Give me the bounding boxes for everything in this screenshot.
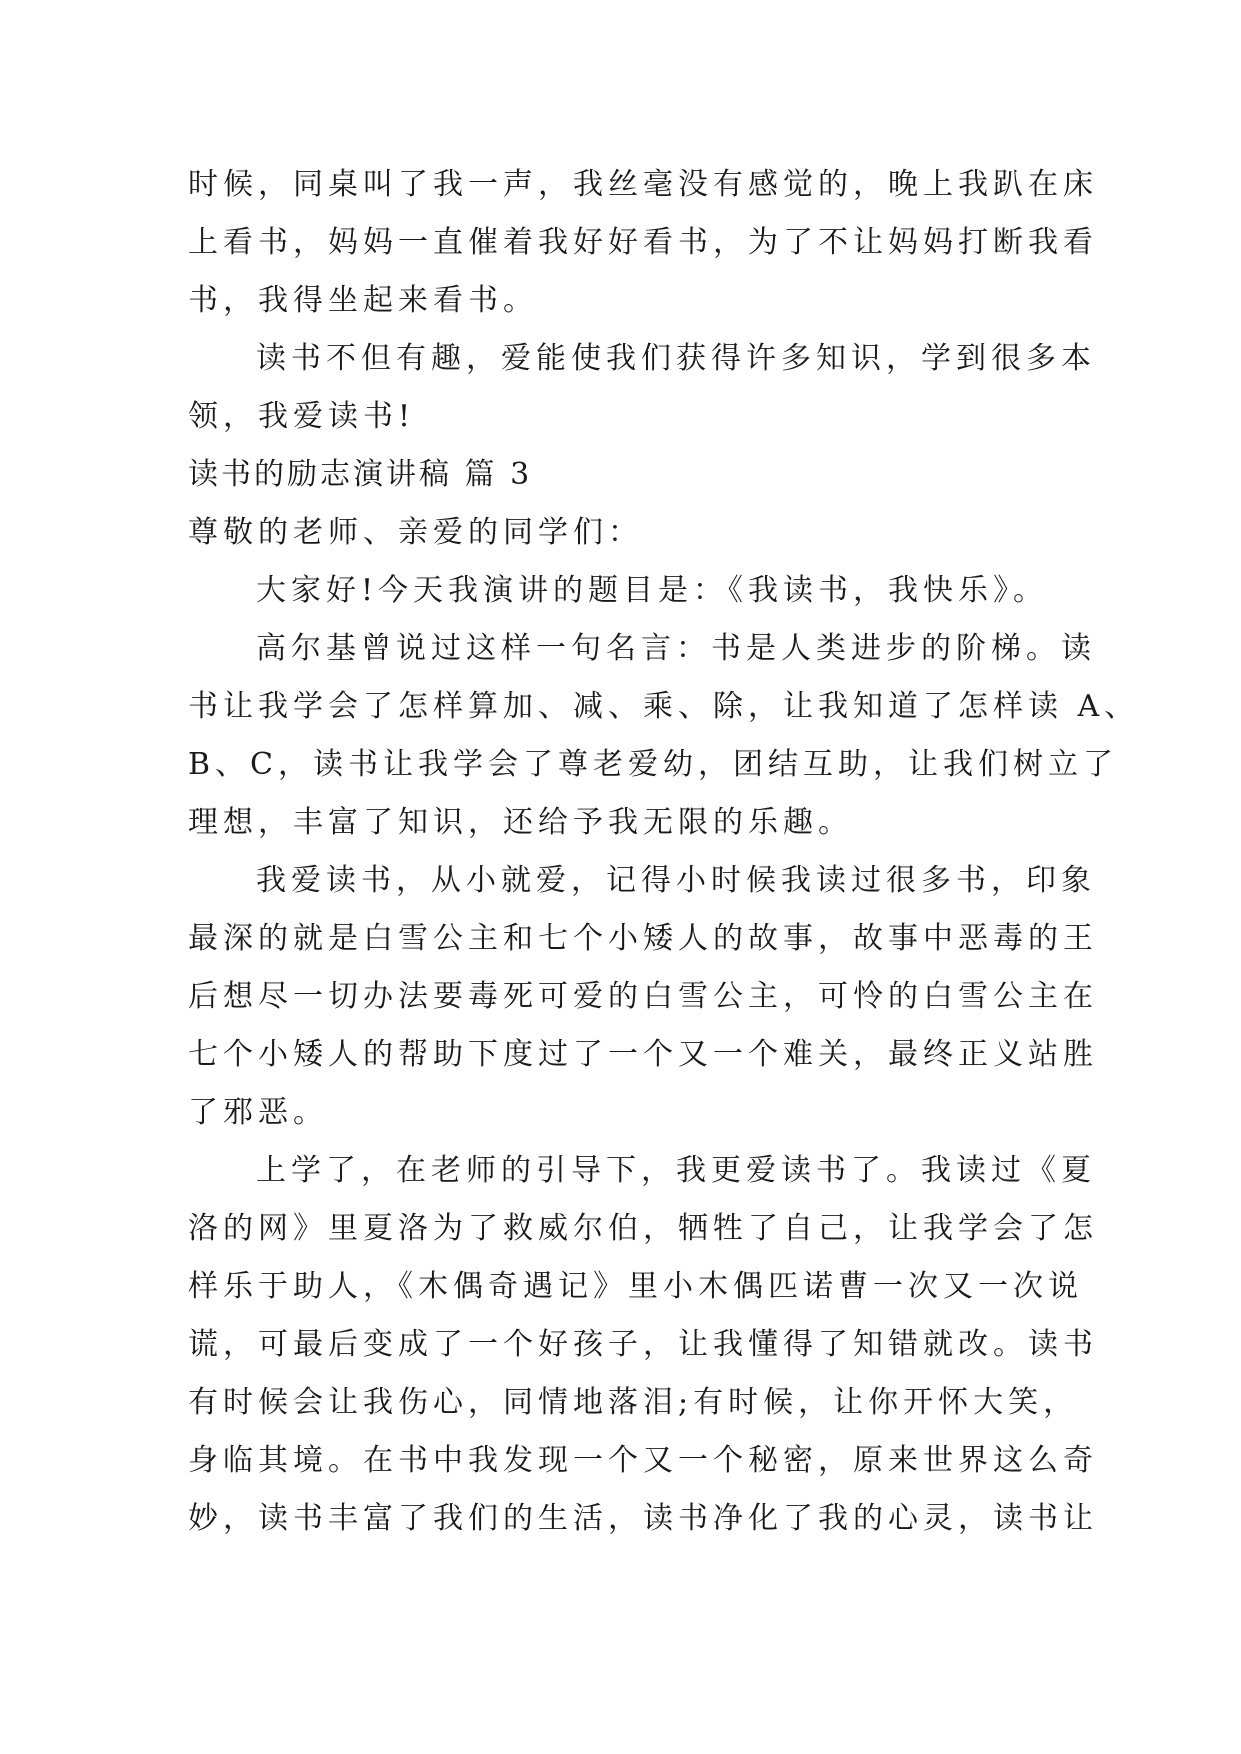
paragraph-line: 我爱读书，从小就爱，记得小时候我读过很多书，印象: [256, 863, 1096, 898]
paragraph-line: 洛的网》里夏洛为了救威尔伯，牺牲了自己，让我学会了怎: [188, 1211, 1098, 1246]
paragraph-line: 样乐于助人，《木偶奇遇记》里小木偶匹诺曹一次又一次说: [188, 1269, 1083, 1304]
paragraph-line: 大家好!今天我演讲的题目是：《我读书，我快乐》。: [256, 573, 1049, 608]
paragraph-line: 高尔基曾说过这样一句名言：书是人类进步的阶梯。读: [256, 631, 1096, 666]
paragraph-line: 领，我爱读书!: [188, 399, 416, 434]
paragraph-line: 书，我得坐起来看书。: [188, 283, 538, 318]
paragraph-line: 读书不但有趣，爱能使我们获得许多知识，学到很多本: [256, 341, 1096, 376]
paragraph-line: 书让我学会了怎样算加、减、乘、除，让我知道了怎样读 A、: [188, 689, 1140, 724]
paragraph-line: B、C，读书让我学会了尊老爱幼，团结互助，让我们树立了: [188, 747, 1118, 782]
paragraph-line: 有时候会让我伤心，同情地落泪;有时候，让你开怀大笑，: [188, 1385, 1079, 1420]
paragraph-line: 了邪恶。: [188, 1095, 328, 1130]
paragraph-line: 最深的就是白雪公主和七个小矮人的故事，故事中恶毒的王: [188, 921, 1098, 956]
salutation: 尊敬的老师、亲爱的同学们：: [188, 515, 643, 550]
section-heading: 读书的励志演讲稿 篇 3: [188, 457, 533, 492]
paragraph-line: 身临其境。在书中我发现一个又一个秘密，原来世界这么奇: [188, 1443, 1098, 1478]
paragraph-line: 理想，丰富了知识，还给予我无限的乐趣。: [188, 805, 853, 840]
paragraph-line: 时候，同桌叫了我一声，我丝毫没有感觉的，晚上我趴在床: [188, 167, 1098, 202]
paragraph-line: 七个小矮人的帮助下度过了一个又一个难关，最终正义站胜: [188, 1037, 1098, 1072]
paragraph-line: 妙，读书丰富了我们的生活，读书净化了我的心灵，读书让: [188, 1501, 1098, 1536]
paragraph-line: 上看书，妈妈一直催着我好好看书，为了不让妈妈打断我看: [188, 225, 1098, 260]
paragraph-line: 谎，可最后变成了一个好孩子，让我懂得了知错就改。读书: [188, 1327, 1098, 1362]
paragraph-line: 后想尽一切办法要毒死可爱的白雪公主，可怜的白雪公主在: [188, 979, 1098, 1014]
paragraph-line: 上学了，在老师的引导下，我更爱读书了。我读过《夏: [256, 1153, 1096, 1188]
